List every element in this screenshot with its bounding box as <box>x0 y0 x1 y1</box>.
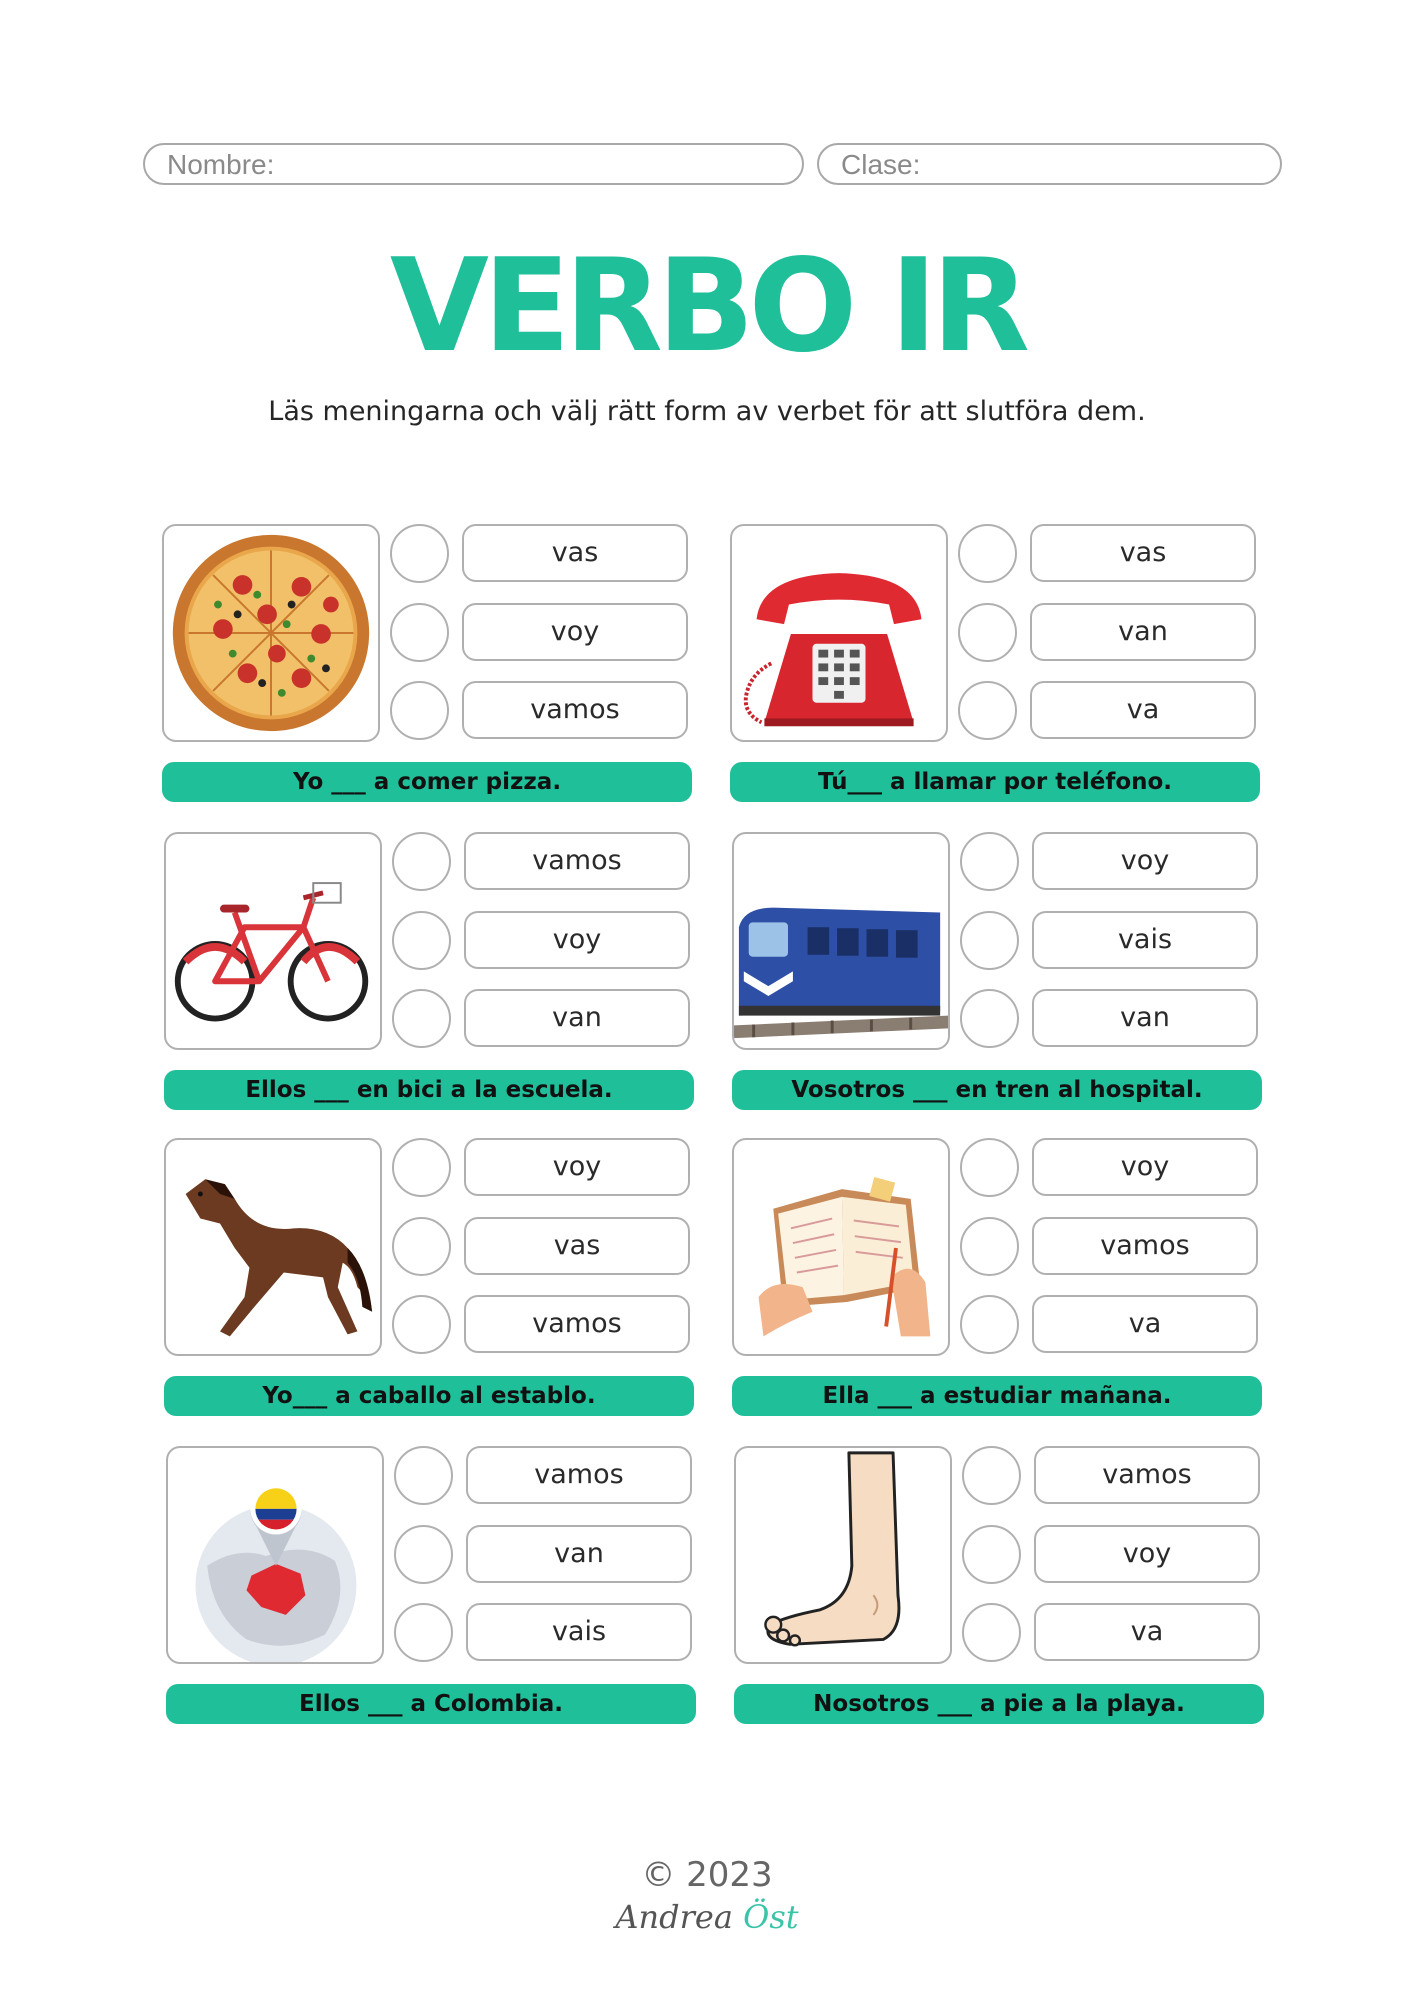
answer-option[interactable] <box>394 1446 696 1504</box>
option-label[interactable]: voy <box>1034 1525 1260 1583</box>
option-label[interactable]: van <box>464 989 690 1047</box>
answer-option[interactable] <box>392 1217 694 1275</box>
answer-option[interactable] <box>392 911 694 969</box>
pizza-icon <box>162 524 380 742</box>
author-signature <box>0 1898 1414 1936</box>
option-label[interactable]: van <box>466 1525 692 1583</box>
sentence-bar: Ellos ___ en bici a la escuela. <box>164 1070 694 1110</box>
sentence-bar: Yo ___ a comer pizza. <box>162 762 692 802</box>
radio-circle[interactable] <box>390 603 449 662</box>
bicycle-icon <box>164 832 382 1050</box>
option-label[interactable]: voy <box>464 1138 690 1196</box>
radio-circle[interactable] <box>960 1138 1019 1197</box>
exercise-card <box>164 1138 694 1416</box>
answer-option[interactable] <box>962 1446 1264 1504</box>
answer-option[interactable] <box>962 1525 1264 1583</box>
answer-option[interactable] <box>392 1138 694 1196</box>
answer-option[interactable] <box>390 603 692 661</box>
option-label[interactable]: vamos <box>466 1446 692 1504</box>
option-label[interactable]: vais <box>1032 911 1258 969</box>
radio-circle[interactable] <box>960 989 1019 1048</box>
sentence-bar: Tú___ a llamar por teléfono. <box>730 762 1260 802</box>
radio-circle[interactable] <box>392 989 451 1048</box>
answer-option[interactable] <box>960 989 1262 1047</box>
answer-option[interactable] <box>392 1295 694 1353</box>
exercise-card <box>164 832 694 1110</box>
answer-option[interactable] <box>390 681 692 739</box>
option-label[interactable]: van <box>1030 603 1256 661</box>
exercise-card <box>732 1138 1262 1416</box>
radio-circle[interactable] <box>960 911 1019 970</box>
option-label[interactable]: vas <box>462 524 688 582</box>
option-label[interactable]: voy <box>1032 832 1258 890</box>
option-label[interactable]: van <box>1032 989 1258 1047</box>
answer-option[interactable] <box>960 1217 1262 1275</box>
author-last-name: Öst <box>743 1898 799 1936</box>
option-label[interactable]: vamos <box>462 681 688 739</box>
answer-option[interactable] <box>394 1603 696 1661</box>
exercise-card <box>162 524 692 802</box>
option-label[interactable]: va <box>1030 681 1256 739</box>
option-label[interactable]: vamos <box>464 832 690 890</box>
answer-option[interactable] <box>392 832 694 890</box>
option-label[interactable]: voy <box>464 911 690 969</box>
radio-circle[interactable] <box>394 1603 453 1662</box>
instructions: Läs meningarna och välj rätt form av verbet för att slutföra dem. <box>268 396 1146 427</box>
answer-option[interactable] <box>958 681 1260 739</box>
radio-circle[interactable] <box>960 832 1019 891</box>
radio-circle[interactable] <box>392 911 451 970</box>
option-label[interactable]: voy <box>1032 1138 1258 1196</box>
radio-circle[interactable] <box>392 1295 451 1354</box>
radio-circle[interactable] <box>392 1217 451 1276</box>
radio-circle[interactable] <box>958 524 1017 583</box>
answer-option[interactable] <box>958 524 1260 582</box>
copyright: © 2023 <box>641 1855 773 1895</box>
train-icon <box>732 832 950 1050</box>
colombia-map-icon <box>166 1446 384 1664</box>
option-label[interactable]: vas <box>464 1217 690 1275</box>
answer-option[interactable] <box>960 832 1262 890</box>
answer-option[interactable] <box>960 1138 1262 1196</box>
radio-circle[interactable] <box>390 524 449 583</box>
exercise-card <box>166 1446 696 1724</box>
option-label[interactable]: vais <box>466 1603 692 1661</box>
sentence-bar: Nosotros ___ a pie a la playa. <box>734 1684 1264 1724</box>
telephone-icon <box>730 524 948 742</box>
radio-circle[interactable] <box>962 1446 1021 1505</box>
radio-circle[interactable] <box>394 1525 453 1584</box>
radio-circle[interactable] <box>962 1603 1021 1662</box>
name-label: Nombre: <box>167 149 275 180</box>
answer-option[interactable] <box>962 1603 1264 1661</box>
radio-circle[interactable] <box>960 1295 1019 1354</box>
option-label[interactable]: vamos <box>1032 1217 1258 1275</box>
exercise-card <box>732 832 1262 1110</box>
answer-option[interactable] <box>392 989 694 1047</box>
sentence-bar: Vosotros ___ en tren al hospital. <box>732 1070 1262 1110</box>
sentence-bar: Ellos ___ a Colombia. <box>166 1684 696 1724</box>
option-label[interactable]: vas <box>1030 524 1256 582</box>
class-field[interactable] <box>817 143 1282 185</box>
option-label[interactable]: va <box>1034 1603 1260 1661</box>
radio-circle[interactable] <box>958 681 1017 740</box>
page-title: VERBO IR <box>389 232 1025 381</box>
radio-circle[interactable] <box>392 1138 451 1197</box>
name-field[interactable] <box>143 143 804 185</box>
radio-circle[interactable] <box>962 1525 1021 1584</box>
author-first-name: Andrea <box>615 1898 733 1936</box>
answer-option[interactable] <box>958 603 1260 661</box>
answer-option[interactable] <box>960 1295 1262 1353</box>
radio-circle[interactable] <box>392 832 451 891</box>
book-icon <box>732 1138 950 1356</box>
sentence-bar: Ella ___ a estudiar mañana. <box>732 1376 1262 1416</box>
radio-circle[interactable] <box>958 603 1017 662</box>
horse-icon <box>164 1138 382 1356</box>
radio-circle[interactable] <box>960 1217 1019 1276</box>
radio-circle[interactable] <box>394 1446 453 1505</box>
answer-option[interactable] <box>960 911 1262 969</box>
foot-icon <box>734 1446 952 1664</box>
option-label[interactable]: vamos <box>464 1295 690 1353</box>
class-label: Clase: <box>841 149 921 180</box>
exercise-card <box>730 524 1260 802</box>
exercise-card <box>734 1446 1264 1724</box>
answer-option[interactable] <box>394 1525 696 1583</box>
answer-option[interactable] <box>390 524 692 582</box>
option-label[interactable]: va <box>1032 1295 1258 1353</box>
option-label[interactable]: voy <box>462 603 688 661</box>
sentence-bar: Yo___ a caballo al establo. <box>164 1376 694 1416</box>
radio-circle[interactable] <box>390 681 449 740</box>
option-label[interactable]: vamos <box>1034 1446 1260 1504</box>
